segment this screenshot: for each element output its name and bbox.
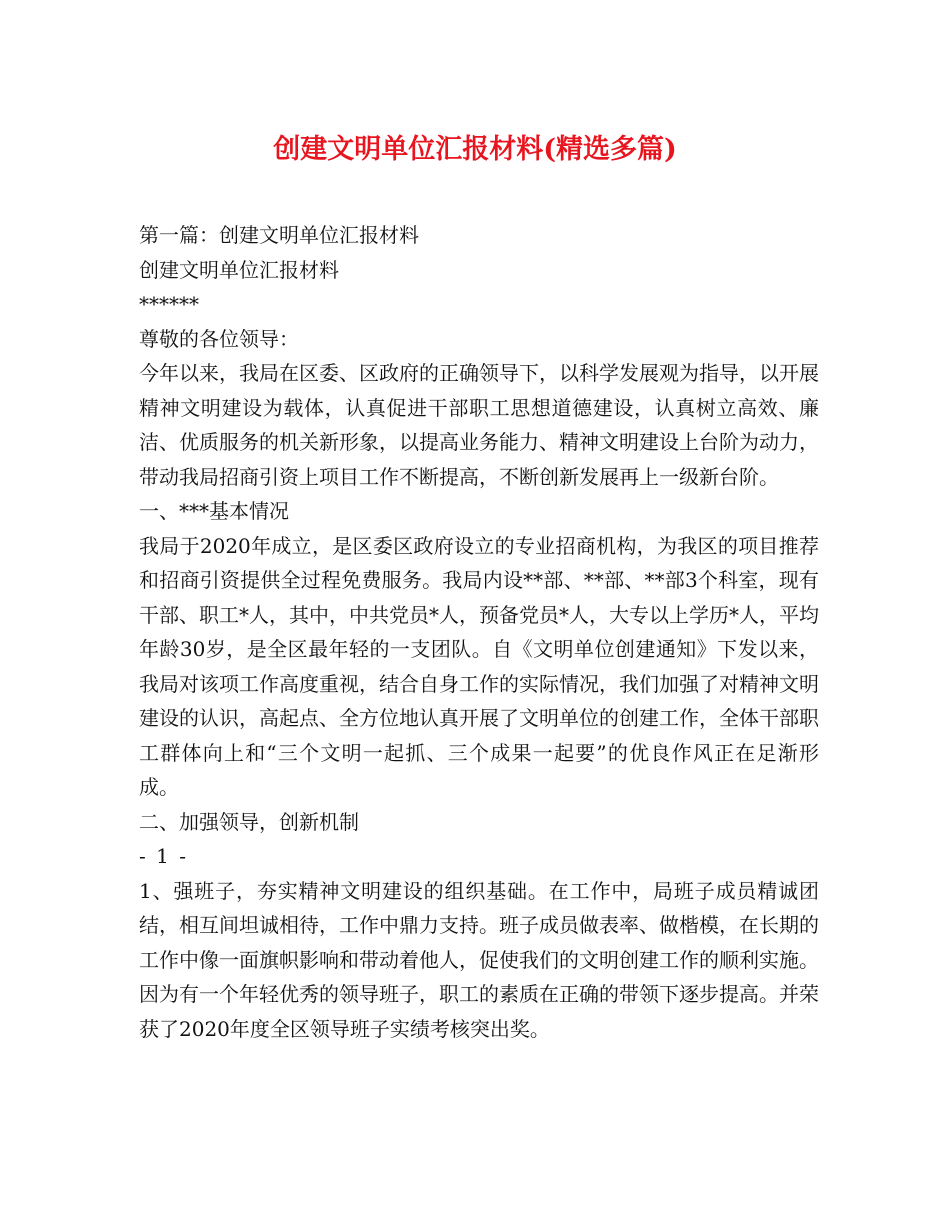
page-number: - 1 - — [139, 844, 188, 868]
author-placeholder: ****** — [139, 292, 199, 316]
section-heading: 一、***基本情况 — [139, 499, 289, 523]
section-heading: 二、加强领导，创新机制 — [139, 809, 359, 834]
body-paragraph: 我局于2020年成立，是区委区政府设立的专业招商机构，为我区的项目推荐和招商引资提供全过程免费服务。我局内设**部、**部、**部3个科室，现有干部、职工*人，其中，中共党员*人，预备党员*人，大专以上学历*人，平均年龄30岁，是全区最年轻的一支团队。自《文明单位创建通知》下发以来，我局对该项工作高度重视，结合自身工作的实际情况，我们加强了对精神文明建设的认识，高起点、全方位地认真开展了文明单位的创建工作，全体干部职工群体向上和“三个文明一起抓、三个成果一起要”的优良作风正在足渐形成。 — [139, 533, 819, 799]
subtitle: 创建文明单位汇报材料 — [139, 257, 339, 282]
intro-paragraph: 今年以来，我局在区委、区政府的正确领导下，以科学发展观为指导，以开展精神文明建设为载体，认真促进干部职工思想道德建设，认真树立高效、廉洁、优质服务的机关新形象，以提高业务能力、精神文明建设上台阶为动力，带动我局招商引资上项目工作不断提高，不断创新发展再上一级新台阶。 — [139, 361, 819, 489]
document-title: 创建文明单位汇报材料(精选多篇) — [273, 134, 677, 165]
body-paragraph: 1、强班子，夯实精神文明建设的组织基础。在工作中，局班子成员精诚团结，相互间坦诚相待，工作中鼎力支持。班子成员做表率、做楷模，在长期的工作中像一面旗帜影响和带动着他人，促使我们的文明创建工作的顺利实施。因为有一个年轻优秀的领导班子，职工的素质在正确的带领下逐步提高。并荣获了2020年度全区领导班子实绩考核突出奖。 — [139, 878, 819, 1041]
document-body — [139, 218, 819, 1046]
salutation: 尊敬的各位领导： — [139, 326, 299, 351]
section-heading: 第一篇：创建文明单位汇报材料 — [139, 223, 419, 247]
